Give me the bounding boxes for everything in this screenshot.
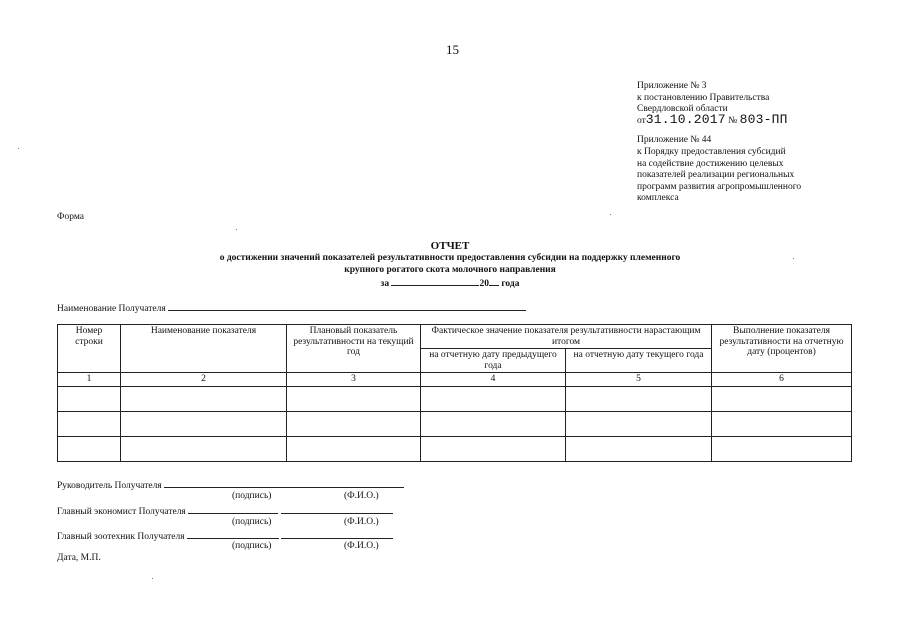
table-cell[interactable]	[712, 436, 852, 461]
appendix-line: Приложение № 3	[637, 81, 707, 91]
header-completion: Выполнение показателя результативности на отчетную дату (процентов)	[712, 325, 852, 373]
table-cell[interactable]	[421, 386, 566, 411]
economist-label: Главный экономист Получателя	[57, 507, 186, 517]
table-cell[interactable]	[712, 411, 852, 436]
scan-speck	[793, 258, 794, 259]
header-actual: Фактическое значение показателя результативности нарастающим итогом	[421, 325, 712, 349]
appendix-line: на содействие достижению целевых	[637, 158, 784, 169]
table-cell[interactable]	[566, 411, 712, 436]
resolution-stamp	[637, 111, 801, 128]
head-signature-field[interactable]	[164, 478, 404, 488]
header-planned: Плановый показатель результативности на текущий год	[287, 325, 421, 373]
recipient-label: Наименование Получателя	[57, 304, 166, 314]
date-seal-label: Дата, М.П.	[57, 553, 101, 563]
table-cell[interactable]	[58, 411, 121, 436]
column-number: 5	[566, 373, 712, 387]
stamp-prefix: от	[637, 115, 646, 126]
header-current-year: на отчетную дату текущего года	[566, 349, 712, 373]
header-row-number: Номер строки	[58, 325, 121, 373]
period-prefix: за	[380, 279, 390, 289]
report-period	[140, 276, 760, 290]
table-cell[interactable]	[287, 411, 421, 436]
table-cell[interactable]	[121, 436, 287, 461]
period-year: 20	[479, 279, 489, 289]
zootech-label: Главный зоотехник Получателя	[57, 532, 185, 542]
economist-signature-row	[57, 504, 393, 517]
table-cell[interactable]	[566, 386, 712, 411]
appendix-block	[637, 81, 801, 205]
appendix-line: показателей реализации региональных	[637, 170, 795, 181]
column-number: 1	[58, 373, 121, 387]
title-main: ОТЧЕТ	[430, 240, 470, 252]
table-cell[interactable]	[421, 436, 566, 461]
head-label: Руководитель Получателя	[57, 481, 162, 491]
column-number: 4	[421, 373, 566, 387]
column-number: 3	[287, 373, 421, 387]
table-row	[58, 386, 852, 411]
head-signature-row	[57, 478, 404, 491]
table-cell[interactable]	[287, 386, 421, 411]
scan-speck	[236, 229, 237, 230]
economist-signature-field[interactable]	[188, 504, 278, 514]
appendix-line: программ развития агропромышленного	[637, 181, 802, 192]
table-cell[interactable]	[121, 411, 287, 436]
appendix-line: к постановлению Правительства	[637, 92, 770, 103]
table-column-numbers	[58, 373, 852, 387]
economist-name-field[interactable]	[281, 504, 393, 514]
title-line: крупного рогатого скота молочного направления	[344, 265, 556, 275]
fio-caption: (Ф.И.О.)	[344, 491, 379, 501]
zootech-name-field[interactable]	[281, 529, 393, 539]
table-cell[interactable]	[566, 436, 712, 461]
stamp-no-label: №	[728, 115, 738, 126]
scan-speck	[18, 148, 19, 149]
period-blank[interactable]	[391, 276, 479, 286]
scan-speck	[152, 578, 153, 579]
table-cell[interactable]	[58, 436, 121, 461]
stamp-number: 803-ПП	[739, 111, 788, 127]
appendix-line: к Порядку предоставления субсидий	[637, 146, 786, 157]
scan-speck	[610, 214, 611, 215]
table-row	[58, 411, 852, 436]
fio-caption: (Ф.И.О.)	[344, 541, 379, 551]
period-suffix: года	[501, 279, 520, 289]
report-table	[57, 324, 852, 462]
form-label: Форма	[57, 212, 85, 222]
header-indicator-name: Наименование показателя	[121, 325, 287, 373]
report-title	[140, 240, 760, 290]
fio-caption: (Ф.И.О.)	[344, 517, 379, 527]
column-number: 6	[712, 373, 852, 387]
recipient-field[interactable]	[168, 301, 526, 311]
table-cell[interactable]	[121, 386, 287, 411]
table-cell[interactable]	[287, 436, 421, 461]
appendix-line: Свердловской области	[637, 104, 728, 115]
sign-caption: (подпись)	[232, 517, 272, 527]
table-cell[interactable]	[58, 386, 121, 411]
year-blank[interactable]	[489, 276, 499, 286]
sign-caption: (подпись)	[232, 491, 272, 501]
table-row	[58, 436, 852, 461]
zootech-signature-field[interactable]	[187, 529, 279, 539]
title-line: о достижении значений показателей результативности предоставления субсидии на поддержку племенного	[219, 253, 681, 263]
appendix-line: комплекса	[637, 193, 679, 204]
column-number: 2	[121, 373, 287, 387]
recipient-row	[57, 301, 526, 314]
stamp-date: 31.10.2017	[645, 111, 726, 127]
table-cell[interactable]	[421, 411, 566, 436]
table-cell[interactable]	[712, 386, 852, 411]
zootech-signature-row	[57, 529, 393, 542]
appendix-line: Приложение № 44	[637, 135, 712, 146]
page-number: 15	[446, 42, 459, 57]
header-previous-year: на отчетную дату предыдущего года	[421, 349, 566, 373]
table-header-row	[58, 325, 852, 349]
sign-caption: (подпись)	[232, 541, 272, 551]
